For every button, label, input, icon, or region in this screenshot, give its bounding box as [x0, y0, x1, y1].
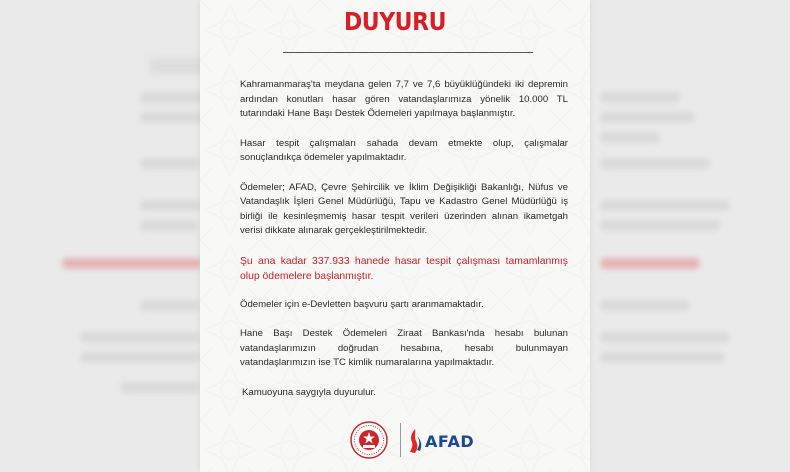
- blurred-line: [600, 92, 680, 103]
- page-title: DUYURU: [343, 7, 447, 36]
- blurred-line: [600, 158, 710, 169]
- closing-line: Kamuoyuna saygıyla duyurulur.: [242, 386, 376, 398]
- paragraph-3: Ödemeler; AFAD, Çevre Şehircilik ve İklim Değişikliği Bakanlığı, Nüfus ve Vatandaşlık İşleri Genel Müdürlüğü, Tapu ve Kadastro Genel Müdürlüğü iş birliği ile kesinleşmemiş hasar tespit verileri üzerinden alınan ikametgah verisi dikkate alınarak gerçekleştirilmektedir.: [240, 181, 568, 236]
- blurred-line: [140, 158, 200, 169]
- blurred-line: [62, 258, 202, 269]
- blurred-line: [80, 332, 200, 343]
- ministry-seal-icon: [350, 421, 388, 459]
- blurred-line: [600, 352, 725, 363]
- blurred-line: [140, 200, 202, 211]
- paragraph-2: Hasar tespit çalışmaları sahada devam etmekte olup, çalışmalar sonuçlandıkça ödemeler yapılmaktadır.: [240, 137, 568, 163]
- afad-logo-text: AFAD: [425, 431, 475, 451]
- blurred-line: [140, 300, 200, 311]
- afad-mark-icon: [408, 428, 422, 454]
- afad-logo: [408, 426, 474, 456]
- footer-logos: [350, 421, 500, 461]
- paragraph-6: Hane Başı Destek Ödemeleri Ziraat Bankası'nda hesabı bulunan vatandaşlarımızın doğrudan hesabına, hesabı bulunmayan vatandaşlarımızın ise TC kimlik numaralarına yapılmaktadır.: [240, 328, 568, 368]
- logo-separator: [400, 423, 401, 457]
- blurred-line: [140, 112, 205, 123]
- paragraph-5: Ödemeler için e-Devletten başvuru şartı aranmamaktadır.: [240, 298, 484, 310]
- blurred-line: [120, 382, 200, 393]
- blurred-line: [600, 132, 660, 143]
- announcement-body: [240, 78, 568, 415]
- blurred-line: [600, 200, 730, 211]
- blurred-line: [600, 332, 730, 343]
- blurred-line: [80, 352, 200, 363]
- blurred-line: [600, 112, 695, 123]
- blurred-line: [600, 300, 690, 311]
- blurred-line: [600, 220, 720, 231]
- blurred-line: [600, 258, 700, 269]
- title-divider: [283, 52, 533, 53]
- highlighted-paragraph: Şu ana kadar 337.933 hanede hasar tespit çalışması tamamlanmış olup ödemelere başlanmıştır.: [240, 255, 568, 282]
- paragraph-1: Kahramanmaraş'ta meydana gelen 7,7 ve 7,6 büyüklüğündeki iki depremin ardından konutları hasar gören vatandaşlarımıza yönelik 10.000 TL tutarındaki Hane Başı Destek Ödemeleri yapılmaya başlanmıştır.: [240, 79, 568, 119]
- announcement-panel: [200, 0, 590, 472]
- blurred-line: [140, 220, 198, 231]
